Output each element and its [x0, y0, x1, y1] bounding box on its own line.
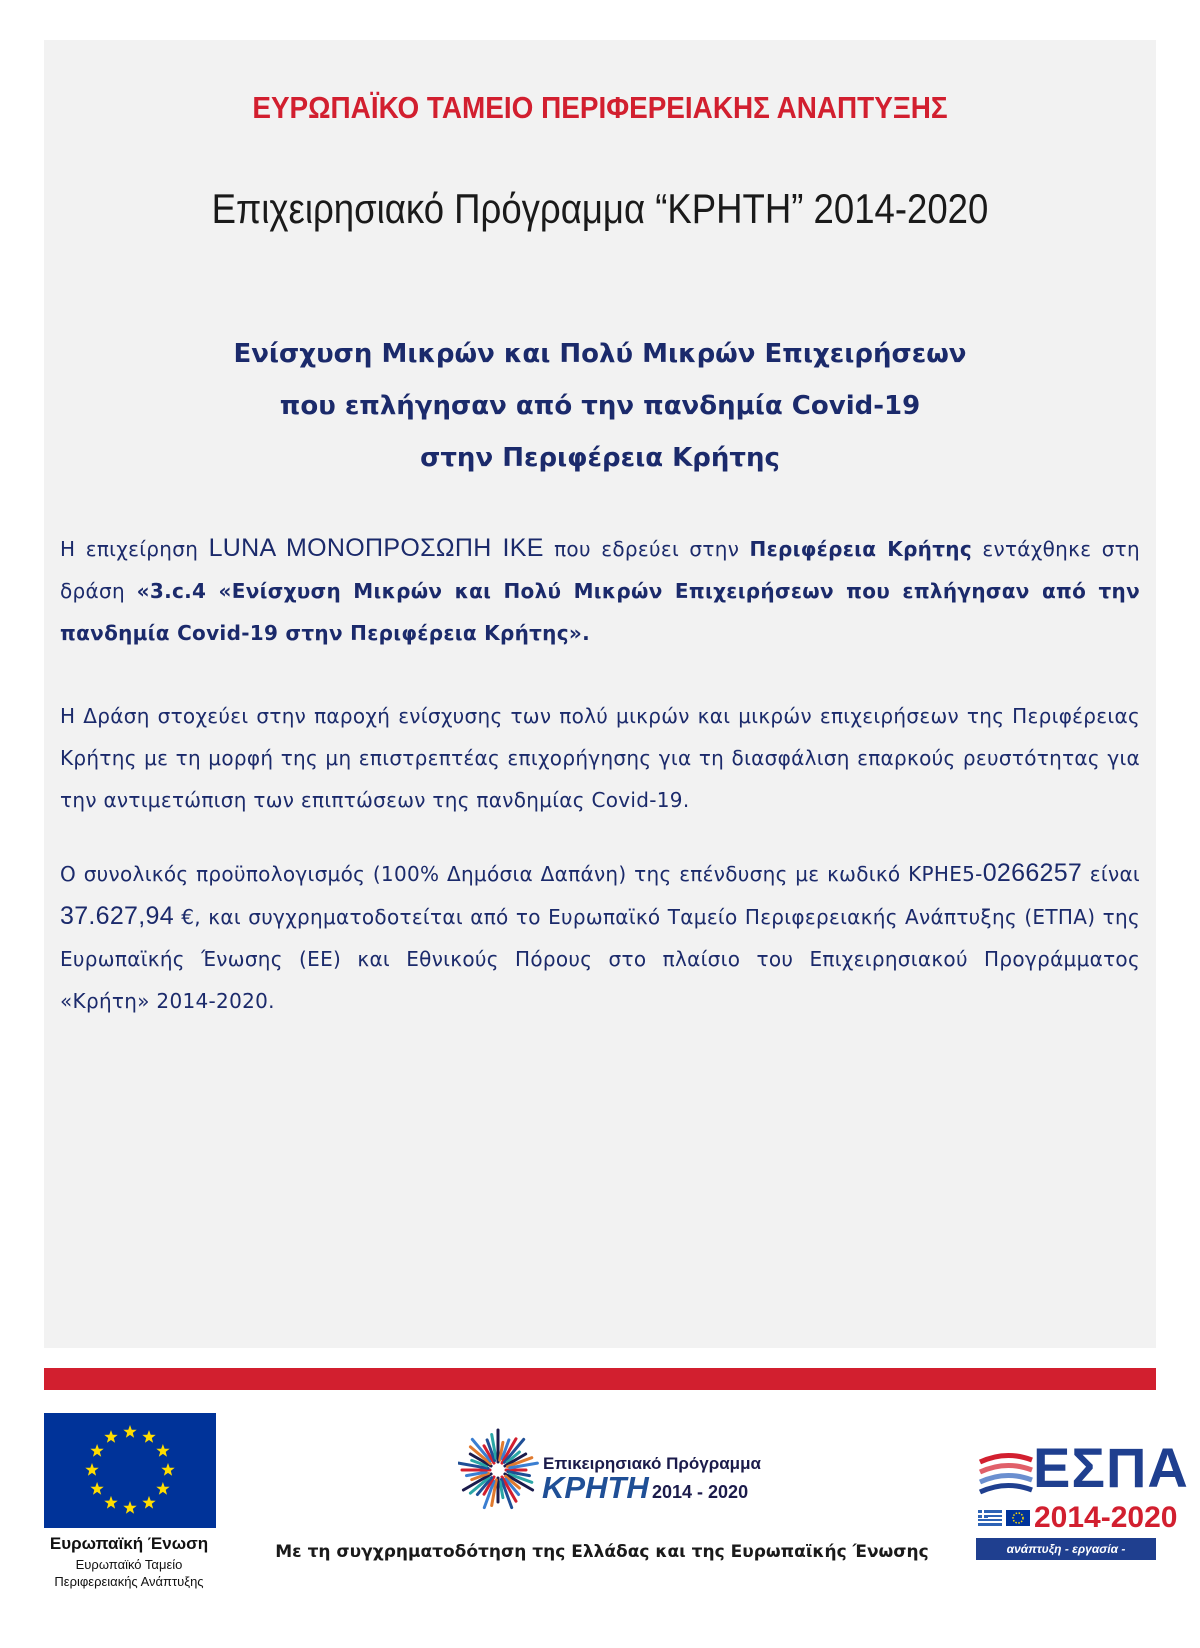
action-title-line-2: που επλήγησαν από την πανδημία Covid-19	[279, 391, 921, 421]
co-finance-label: Με τη συγχρηματοδότηση της Ελλάδας και της Ευρωπαϊκής Ένωσης	[275, 1542, 929, 1562]
eu-star-icon	[104, 1496, 117, 1509]
company-name: LUNA ΜΟΝΟΠΡΟΣΩΠΗ ΙΚΕ	[208, 534, 544, 562]
fund-title: ΕΥΡΩΠΑΪΚΟ ΤΑΜΕΙΟ ΠΕΡΙΦΕΡΕΙΑΚΗΣ ΑΝΑΠΤΥΞΗΣ	[252, 90, 948, 125]
budget-amount: 37.627,94	[60, 902, 174, 930]
paragraph-company	[60, 527, 1140, 654]
eu-fund-label-2: Περιφερειακής Ανάπτυξης	[54, 1574, 204, 1589]
crete-name-label: ΚΡΗΤΗ	[542, 1470, 649, 1505]
eu-star-icon	[142, 1496, 155, 1509]
paragraph-objective: Η Δράση στοχεύει στην παροχή ενίσχυσης των πολύ μικρών και μικρών επιχειρήσεων της Περιφέρειας Κρήτης με τη μορφή της μη επιστρεπτέας επιχορήγησης για τη διασφάλιση επαρκούς ρευστότητας για την αντιμετώπιση των επιπτώσεων της πανδημίας Covid-19.	[60, 704, 1140, 812]
red-divider	[44, 1368, 1156, 1390]
paragraph-budget-intro: Ο συνολικός προϋπολογισμός (100% Δημόσια Δαπάνη) της επένδυσης με κωδικό ΚΡΗΕ5-	[60, 862, 983, 886]
eu-star-icon	[90, 1444, 103, 1457]
eu-star-icon	[142, 1430, 155, 1443]
paragraph-budget	[60, 852, 1140, 1022]
eu-star-icon	[85, 1463, 98, 1476]
espa-waves-icon	[978, 1452, 1034, 1498]
paragraph-company-mid: που εδρεύει στην	[543, 537, 750, 561]
action-title-line-3: στην Περιφέρεια Κρήτης	[420, 443, 780, 473]
eu-star-icon	[161, 1463, 174, 1476]
greece-eu-flags-icon	[978, 1508, 1032, 1528]
eu-star-icon	[156, 1482, 169, 1495]
paragraph-budget-tail: €, και συγχρηματοδοτείται από το Ευρωπαϊκό Ταμείο Περιφερειακής Ανάπτυξης (ΕΤΠΑ) της Ευρωπαϊκής Ένωσης (ΕΕ) και Εθνικούς Πόρους στο πλαίσιο του Επιχειρησιακού Προγράμματος «Κρήτη» 2014-2020.	[60, 905, 1140, 1013]
eu-star-icon	[90, 1482, 103, 1495]
espa-years-label: 2014-2020	[1034, 1501, 1178, 1534]
paragraph-company-tail: εντάχθηκε στη δράση	[60, 537, 1140, 603]
crete-years-label: 2014 - 2020	[652, 1482, 749, 1502]
eu-flag-icon	[44, 1413, 216, 1528]
eu-star-icon	[104, 1430, 117, 1443]
program-title: Επιχειρησιακό Πρόγραμμα “ΚΡΗΤΗ” 2014-2020	[211, 185, 989, 232]
eu-union-label: Ευρωπαϊκή Ένωση	[49, 1534, 209, 1553]
espa-wordmark: ΕΣΠΑ	[1033, 1436, 1189, 1499]
crete-burst-icon	[458, 1420, 544, 1510]
paragraph-company-intro: Η επιχείρηση	[60, 537, 209, 561]
project-code: 0266257	[982, 859, 1083, 887]
action-title	[44, 328, 1156, 484]
eu-fund-label-1: Ευρωπαϊκό Ταμείο	[75, 1557, 183, 1572]
eu-star-icon	[123, 1501, 136, 1514]
content-panel	[44, 40, 1156, 1348]
action-title-line-1: Ενίσχυση Μικρών και Πολύ Μικρών Επιχειρήσεων	[233, 339, 967, 369]
eu-stars-icon	[44, 1413, 216, 1528]
region-name: Περιφέρεια Κρήτης	[749, 537, 972, 561]
eu-star-icon	[123, 1425, 136, 1438]
crete-program-label: Επικειρησιακό Πρόγραμμα	[543, 1454, 761, 1473]
paragraph-budget-mid: είναι	[1082, 862, 1141, 886]
action-name: «3.c.4 «Ενίσχυση Μικρών και Πολύ Μικρών Επιχειρήσεων που επλήγησαν από την πανδημία Covid-19 στην Περιφέρεια Κρήτης».	[60, 579, 1140, 645]
eu-star-icon	[156, 1444, 169, 1457]
espa-slogan-label: ανάπτυξη - εργασία - αλληλεγγύη	[976, 1538, 1156, 1560]
